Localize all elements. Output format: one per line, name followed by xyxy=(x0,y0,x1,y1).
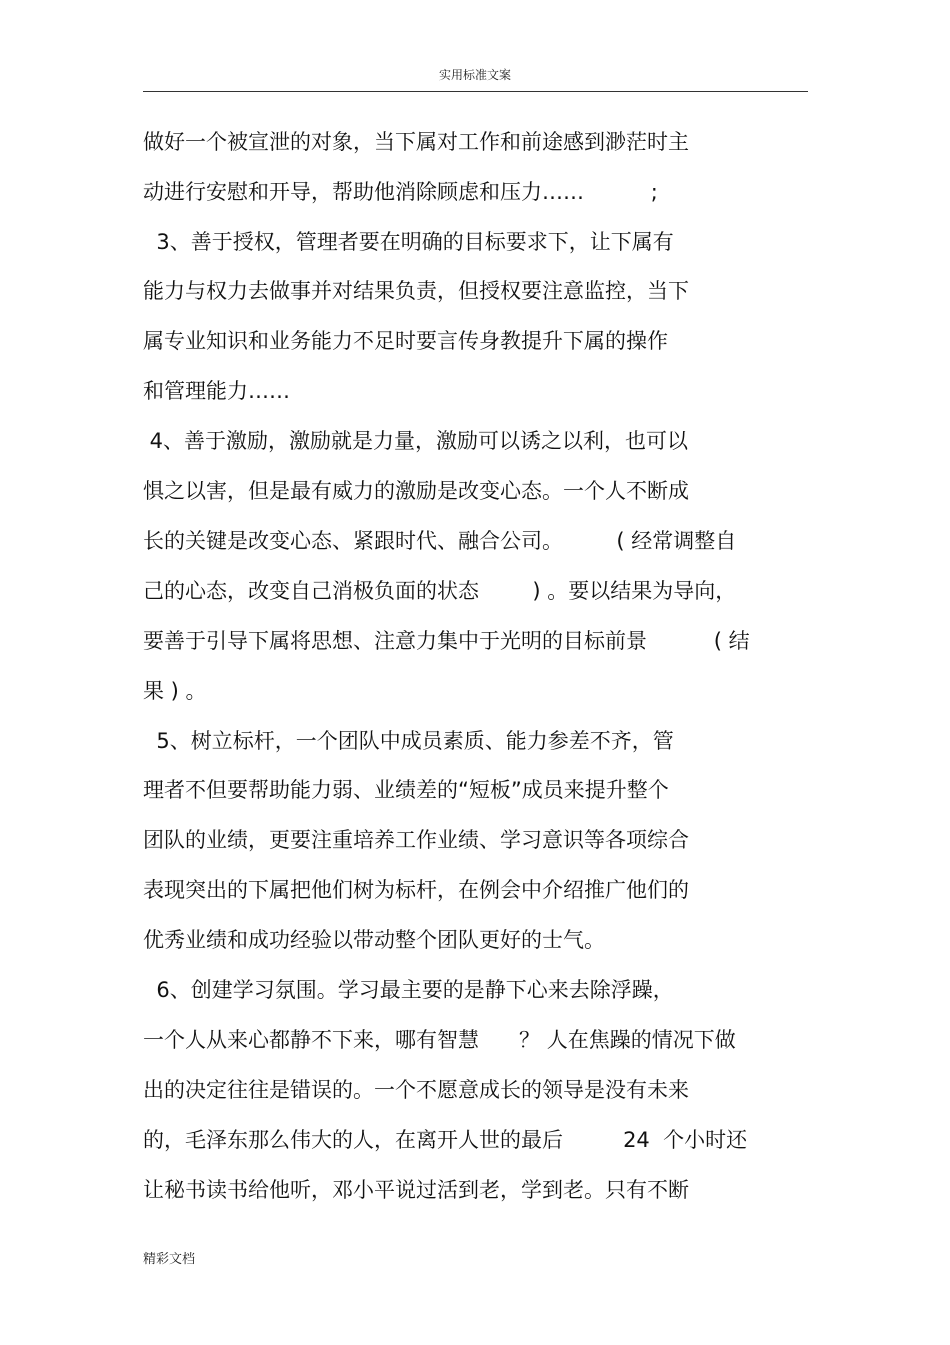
body-line: 一个人从来心都静不下来，哪有智慧 ？ 人在焦躁的情况下做 xyxy=(143,1028,736,1052)
body-line: 和管理能力…… xyxy=(143,379,290,403)
page-footer: 精彩文档 xyxy=(143,1252,196,1267)
body-line: 属专业知识和业务能力不足时要言传身教提升下属的操作 xyxy=(143,329,668,353)
body-line: 惧之以害，但是最有威力的激励是改变心态。一个人不断成 xyxy=(143,479,689,503)
body-line: 的，毛泽东那么伟大的人，在离开人世的最后 24 个小时还 xyxy=(143,1128,748,1152)
body-line: 3、善于授权，管理者要在明确的目标要求下，让下属有 xyxy=(143,230,674,254)
body-line: 动进行安慰和开导，帮助他消除顾虑和压力…… ; xyxy=(143,180,658,204)
body-line: 表现突出的下属把他们树为标杆，在例会中介绍推广他们的 xyxy=(143,878,689,902)
body-line: 能力与权力去做事并对结果负责，但授权要注意监控，当下 xyxy=(143,279,689,303)
body-line: 做好一个被宣泄的对象，当下属对工作和前途感到渺茫时主 xyxy=(143,130,689,154)
body-line: 长的关键是改变心态、紧跟时代、融合公司。 ( 经常调整自 xyxy=(143,529,737,553)
body-line: 出的决定往往是错误的。一个不愿意成长的领导是没有未来 xyxy=(143,1078,689,1102)
body-line: 4、善于激励，激励就是力量，激励可以诱之以利，也可以 xyxy=(143,429,689,453)
body-line: 理者不但要帮助能力弱、业绩差的“短板”成员来提升整个 xyxy=(143,778,669,802)
header-rule xyxy=(143,91,808,92)
body-line: 优秀业绩和成功经验以带动整个团队更好的士气。 xyxy=(143,928,605,952)
body-line: 己的心态，改变自己消极负面的状态 ) 。要以结果为导向， xyxy=(143,579,737,603)
body-line: 6、创建学习氛围。学习最主要的是静下心来去除浮躁， xyxy=(143,978,674,1002)
body-line: 团队的业绩，更要注重培养工作业绩、学习意识等各项综合 xyxy=(143,828,689,852)
body-line: 果 ) 。 xyxy=(143,679,207,703)
body-line: 让秘书读书给他听，邓小平说过活到老，学到老。只有不断 xyxy=(143,1178,689,1202)
page-header: 实用标准文案 xyxy=(438,68,511,82)
body-line: 5、树立标杆，一个团队中成员素质、能力参差不齐，管 xyxy=(143,729,674,753)
body-line: 要善于引导下属将思想、注意力集中于光明的目标前景 ( 结 xyxy=(143,629,750,653)
